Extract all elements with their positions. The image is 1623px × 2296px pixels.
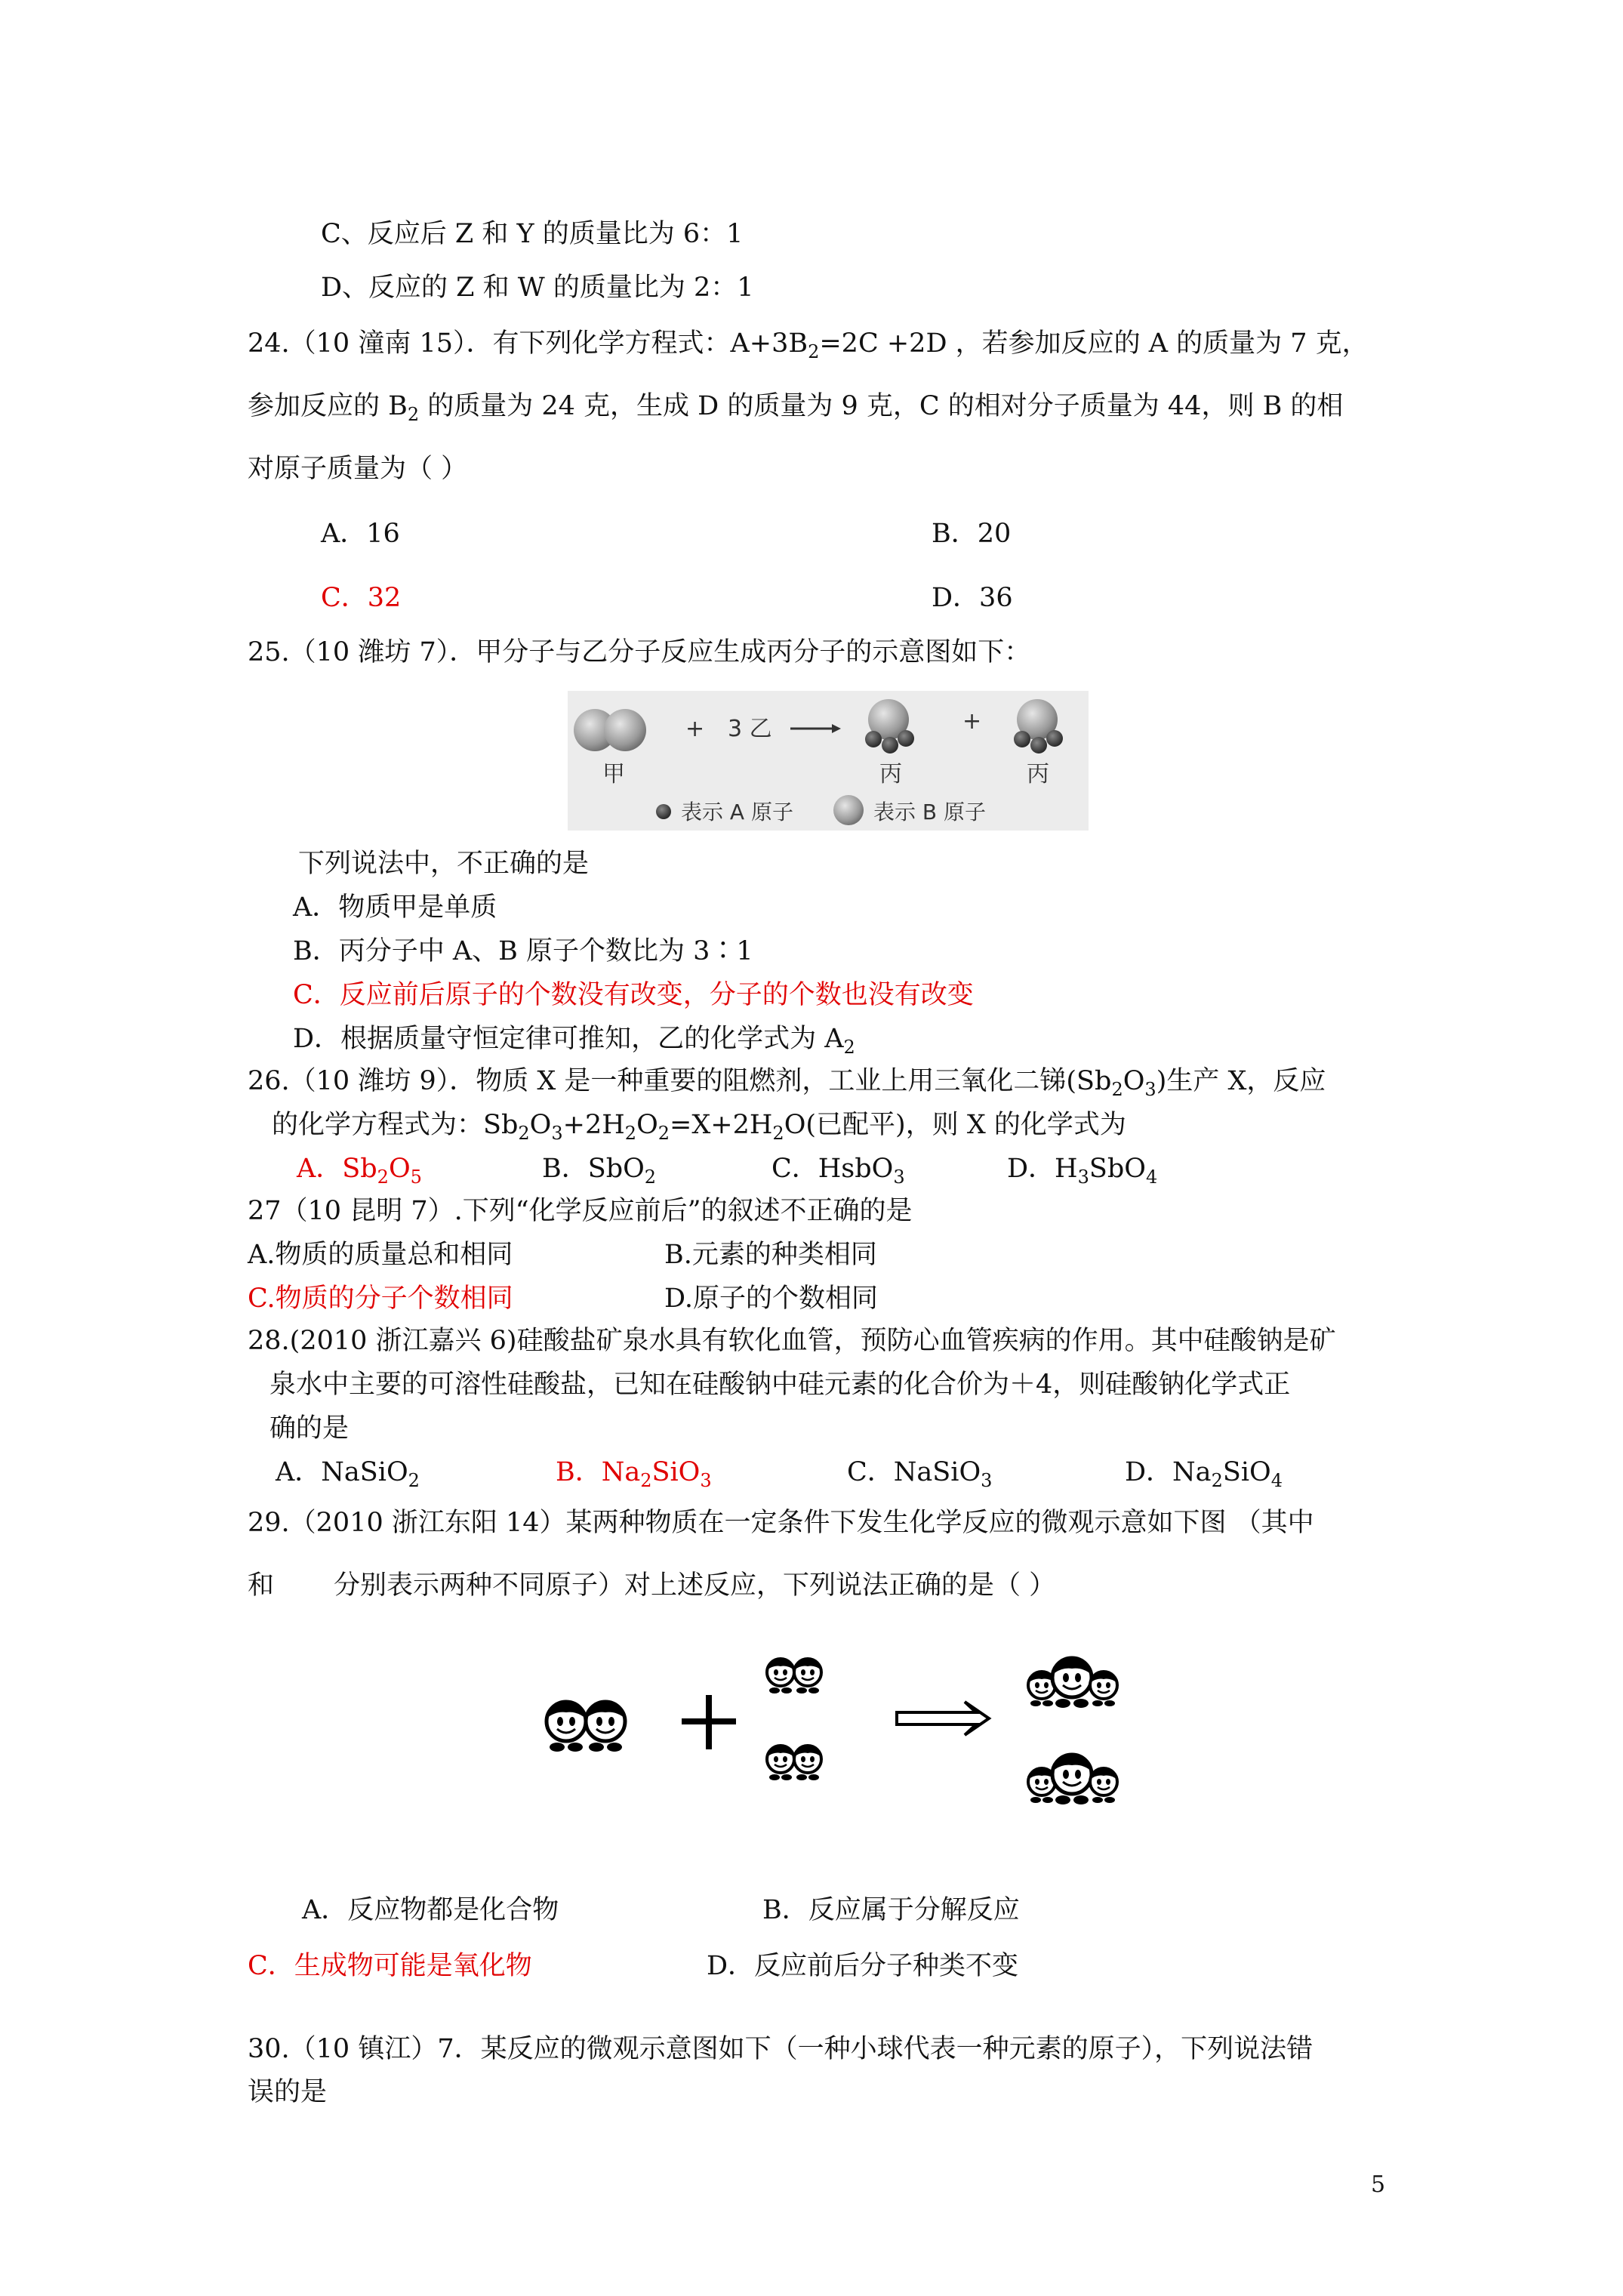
q26-option-c: C．HsbO$_3$ [771,1154,905,1188]
q25-molecule-diagram [568,691,1089,831]
q23-option-c: C、反应后 Z 和 Y 的质量比为 6：1 [321,219,744,249]
legend-b-text: 表示 B 原子 [873,800,987,824]
q24-option-c: C．32 [321,583,402,613]
q29-option-b: B．反应属于分解反应 [762,1895,1020,1925]
q25-option-d: D．根据质量守恒定律可推知，乙的化学式为 $A_2$ [293,1024,855,1058]
q29-option-c: C．生成物可能是氧化物 [248,1951,532,1981]
q24-option-a: A．16 [321,519,400,549]
label-jia: 甲 [602,761,625,787]
q29-stem-line1: 29.（2010 浙江东阳 14）某两种物质在一定条件下发生化学反应的微观示意如下图 （其中 [248,1508,1314,1538]
diagram-background [568,691,1089,831]
q29-option-a: A．反应物都是化合物 [302,1895,559,1925]
q26-stem-line1: 26.（10 潍坊 9）．物质 X 是一种重要的阻燃剂，工业上用三氧化二锑$(Sb_2O_3)$生产 X，反应 [248,1066,1326,1100]
reaction-arrow [897,1702,989,1735]
q24-option-b: B．20 [932,519,1012,549]
plus-sign [682,1695,736,1749]
q26-option-b: B．SbO$_2$ [542,1154,657,1188]
q26-option-a: A．$Sb_2O_5$ [297,1154,422,1188]
reactant-molecule-1 [547,1702,625,1752]
q25-option-c: C．反应前后原子的个数没有改变，分子的个数也没有改变 [293,980,974,1010]
q23-option-d: D、反应的 Z 和 W 的质量比为 2：1 [321,273,754,303]
q28-option-d: D．$Na_2SiO_4$ [1125,1457,1283,1491]
q28-option-c: C．NaSiO$_3$ [847,1457,993,1491]
q29-option-d: D．反应前后分子种类不变 [707,1951,1019,1981]
product-molecule-2 [1028,1755,1117,1804]
product-molecule-1 [1028,1658,1117,1708]
q25-option-b: B．丙分子中 A、B 原子个数比为 3∶1 [293,936,753,966]
q30-stem-line2: 误的是 [248,2077,328,2107]
page-number: 5 [1371,2171,1386,2198]
q25-stem: 25.（10 潍坊 7）．甲分子与乙分子反应生成丙分子的示意图如下： [248,637,1031,667]
reactant-molecule-2a [767,1659,821,1693]
q29-stem-line2-a: 和 [248,1570,275,1601]
q24-stem-line1: 24.（10 潼南 15）．有下列化学方程式：$A+3B_2=2C +2D$ ，若参加反应的 A 的质量为 7 克， [248,328,1369,362]
q25-intro: 下列说法中，不正确的是 [298,849,590,879]
q25-option-a: A．物质甲是单质 [293,892,497,923]
label-bing-1: 丙 [879,761,902,787]
q24-option-d: D．36 [932,583,1013,613]
reactant-molecule-2b [767,1746,821,1780]
q27-option-b: B.元素的种类相同 [664,1240,877,1270]
q27-option-c: C.物质的分子个数相同 [248,1284,513,1314]
q28-option-a: A．NaSiO$_2$ [276,1457,420,1491]
q24-stem-line2: 参加反应的 $B_2$ 的质量为 24 克，生成 D 的质量为 9 克，C 的相对分子质量为 44，则 B 的相 [248,391,1344,425]
q30-stem-line1: 30.（10 镇江）7．某反应的微观示意图如下（一种小球代表一种元素的原子），下列说法错 [248,2034,1313,2064]
plus-sign-2: + [962,708,982,735]
legend-b-atom-icon [833,795,864,825]
q24-stem-line3: 对原子质量为（ ） [248,454,468,484]
legend-a-text: 表示 A 原子 [681,800,793,824]
q26-option-d: D．$H_3SbO_4$ [1007,1154,1158,1188]
label-3yi: 3 乙 [728,716,772,742]
legend-a-atom-icon [656,804,671,819]
q27-option-d: D.原子的个数相同 [664,1284,878,1314]
q27-option-a: A.物质的质量总和相同 [248,1240,513,1270]
q29-reaction-diagram [542,1638,1161,1835]
q28-stem-line2: 泉水中主要的可溶性硅酸盐，已知在硅酸钠中硅元素的化合价为＋4，则硅酸钠化学式正 [269,1370,1291,1400]
label-bing-2: 丙 [1027,761,1049,787]
q26-stem-line2: 的化学方程式为：$Sb_2O_3+2H_2O_2=X+2H_2O$(已配平)，则 X 的化学式为 [272,1110,1126,1144]
q29-stem-line2-b: 分别表示两种不同原子）对上述反应，下列说法正确的是（ ） [334,1570,1056,1601]
q28-stem-line3: 确的是 [269,1413,350,1444]
q28-stem-line1: 28.(2010 浙江嘉兴 6)硅酸盐矿泉水具有软化血管，预防心血管疾病的作用。其中硅酸钠是矿 [248,1326,1336,1356]
q28-option-b: B．$Na_2SiO_3$ [556,1457,712,1491]
q27-stem: 27（10 昆明 7）.下列“化学反应前后”的叙述不正确的是 [248,1196,913,1226]
plus-sign-1: + [685,716,705,742]
